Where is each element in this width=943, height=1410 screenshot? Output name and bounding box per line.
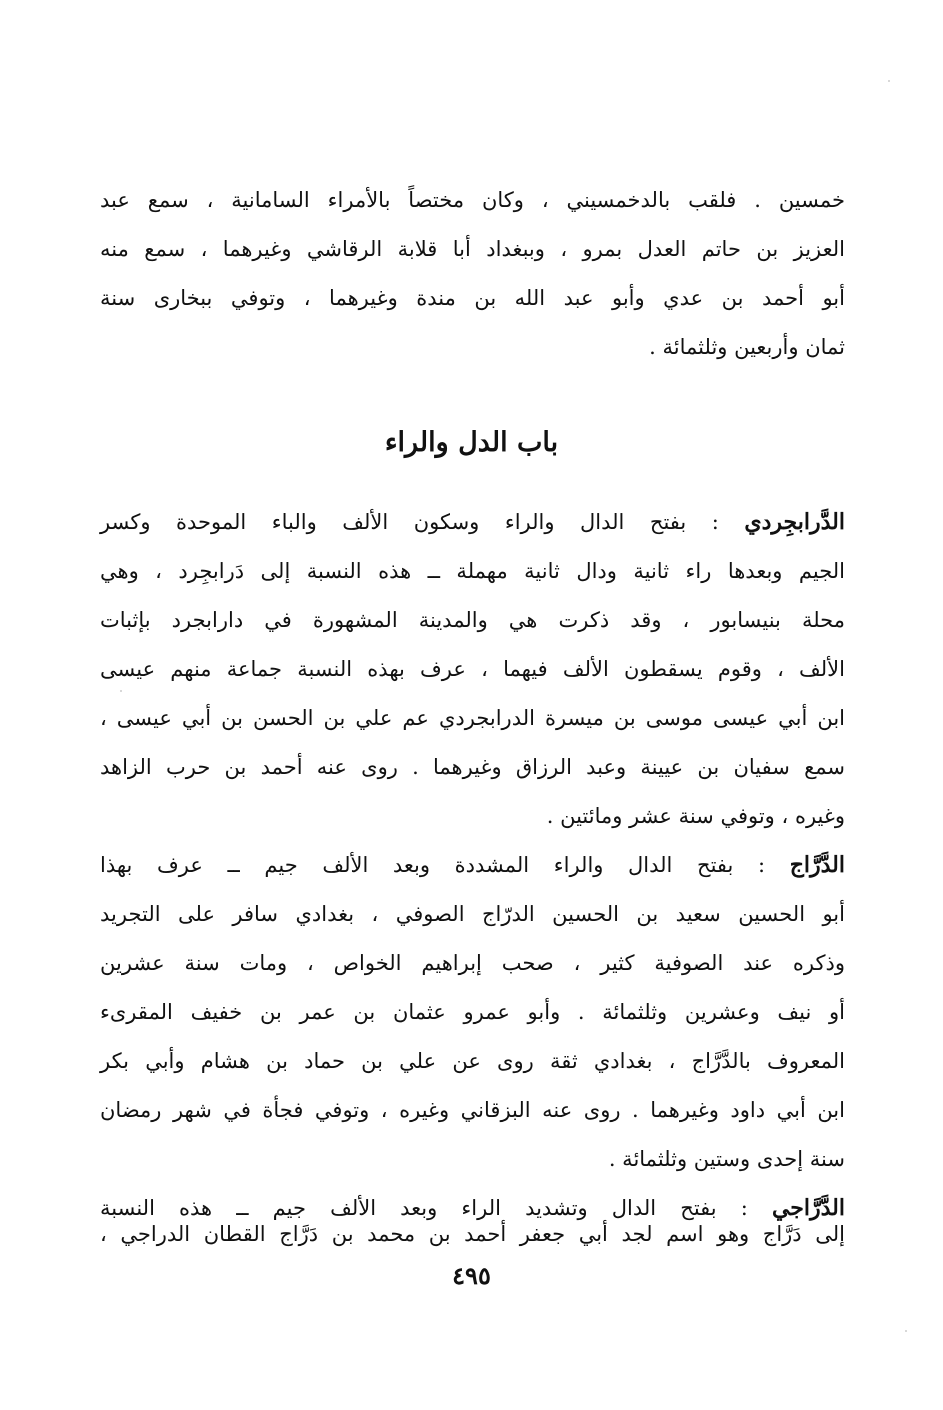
- text-line: خمسين . فلقب بالدخمسيني ، وكان مختصاً بالأمراء السامانية ، سمع عبد: [100, 188, 845, 212]
- text-line: ابن أبي عيسى موسى بن ميسرة الدرابجردي عم علي بن الحسن بن أبي عيسى ،: [100, 706, 845, 730]
- page-number: ٤٩٥: [452, 1261, 491, 1290]
- text-line: ثمان وأربعين وثلثمائة .: [649, 335, 845, 359]
- section-heading: باب الدل والراء: [384, 427, 559, 458]
- text-line: محلة بنيسابور ، وقد ذكرت هي والمدينة المشهورة في دارابجرد بإثبات: [100, 608, 845, 632]
- entry-lead-word: الدَّرابجِردي: [744, 509, 845, 535]
- text-line: وذكره عند الصوفية كثير ، صحب إبراهيم الخواص ، ومات سنة عشرين: [100, 951, 845, 975]
- entry-first-line: [100, 843, 845, 887]
- scan-speck: [905, 1330, 907, 1332]
- entry-first-line-text: : بفتح الدال والراء وسكون الألف والباء الموحدة وكسر: [100, 510, 745, 534]
- entry-first-line: [100, 500, 845, 544]
- scan-speck: [120, 690, 122, 692]
- text-line: ابن أبي داود وغيرهما . روى عنه البزقاني وغيره ، وتوفي فجأة في شهر رمضان: [100, 1098, 845, 1122]
- text-line: العزيز بن حاتم العدل بمرو ، وببغداد أبا قلابة الرقاشي وغيرهما ، سمع منه: [100, 237, 845, 261]
- entry-first-line-text: : بفتح الدال وتشديد الراء وبعد الألف جيم ــ هذه النسبة: [100, 1196, 772, 1220]
- text-line: سمع سفيان بن عيينة وعبد الرزاق وغيرهما . روى عنه أحمد بن حرب الزاهد: [100, 755, 845, 779]
- entry-lead-word: الدَّرَّاج: [789, 852, 845, 878]
- text-line: المعروف بالدَّرَّاج ، بغدادي ثقة روى عن علي بن حماد بن هشام وأبي بكر: [100, 1049, 845, 1073]
- text-line: سنة إحدى وستين وثلثمائة .: [608, 1147, 845, 1171]
- entry-first-line-text: : بفتح الدال والراء المشددة وبعد الألف جيم ــ عرف بهذا: [100, 853, 790, 877]
- scan-speck: [888, 80, 890, 82]
- text-line: الجيم وبعدها راء ثانية ودال ثانية مهملة ــ هذه النسبة إلى دَرابجِرد ، وهي: [100, 559, 845, 583]
- text-line: أبو أحمد بن عدي وأبو عبد الله بن مندة وغيرهما ، وتوفي ببخارى سنة: [100, 286, 845, 310]
- text-line: إلى دَرَّاج وهو اسم لجد أبي جعفر أحمد بن محمد بن دَرَّاج القطان الدراجي ،: [100, 1222, 845, 1246]
- text-line: أو نيف وعشرين وثلثمائة . وأبو عمرو عثمان بن عمر بن خفيف المقرىء: [100, 1000, 845, 1024]
- text-line: وغيره ، وتوفي سنة عشر ومائتين .: [546, 804, 845, 828]
- entry-lead-word: الدَّرَّاجي: [771, 1195, 845, 1221]
- text-line: الألف ، وقوم يسقطون الألف فيهما ، عرف بهذه النسبة جماعة منهم عيسى: [100, 657, 845, 681]
- text-line: أبو الحسين سعيد بن الحسين الدرّاج الصوفي ، بغدادي سافر على التجريد: [100, 902, 845, 926]
